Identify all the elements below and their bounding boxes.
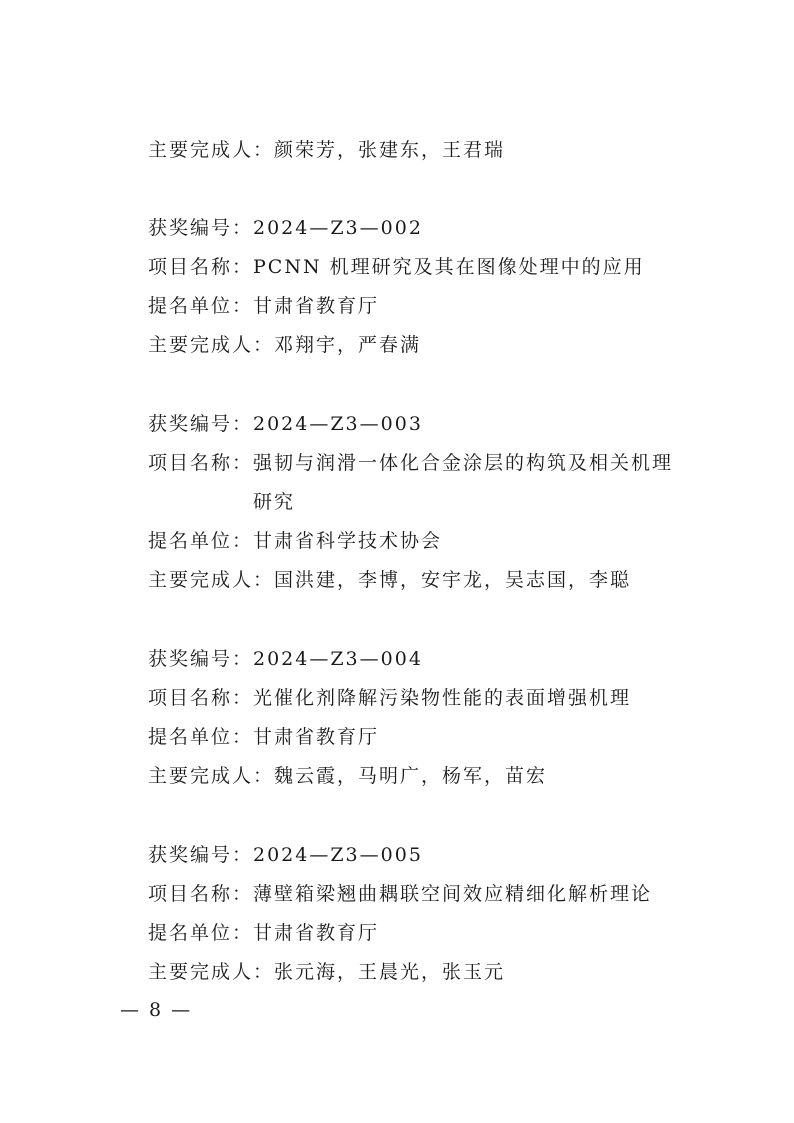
top-entry-people: 主要完成人：颜荣芳，张建东，王君瑞 <box>148 139 506 161</box>
entry-nominator: 提名单位：甘肃省教育厅 <box>148 295 380 317</box>
entry-people: 主要完成人：国洪建，李博，安宇龙，吴志国，李聪 <box>148 569 632 591</box>
entry-people: 主要完成人：魏云霞，马明广，杨军，苗宏 <box>148 765 548 787</box>
entry-nominator: 提名单位：甘肃省教育厅 <box>148 922 380 944</box>
entry-award-number: 获奖编号：2024—Z3—004 <box>148 648 423 670</box>
entry-award-number: 获奖编号：2024—Z3—002 <box>148 217 423 239</box>
entry-people: 主要完成人：邓翔宇，严春满 <box>148 334 422 356</box>
entry-project-name: 项目名称：光催化剂降解污染物性能的表面增强机理 <box>148 687 632 709</box>
entry-nominator: 提名单位：甘肃省科学技术协会 <box>148 530 443 552</box>
entry-project-name-continued: 研究 <box>253 491 296 513</box>
entry-nominator: 提名单位：甘肃省教育厅 <box>148 726 380 748</box>
entry-people: 主要完成人：张元海，王晨光，张玉元 <box>148 961 506 983</box>
entry-project-name: 项目名称：薄壁箱梁翘曲耦联空间效应精细化解析理论 <box>148 883 653 905</box>
entry-award-number: 获奖编号：2024—Z3—003 <box>148 413 423 435</box>
page-number: — 8 — <box>120 999 193 1021</box>
entry-project-name: 项目名称：PCNN 机理研究及其在图像处理中的应用 <box>148 256 645 278</box>
entry-award-number: 获奖编号：2024—Z3—005 <box>148 844 423 866</box>
entry-project-name: 项目名称：强韧与润滑一体化合金涂层的构筑及相关机理 <box>148 452 674 474</box>
